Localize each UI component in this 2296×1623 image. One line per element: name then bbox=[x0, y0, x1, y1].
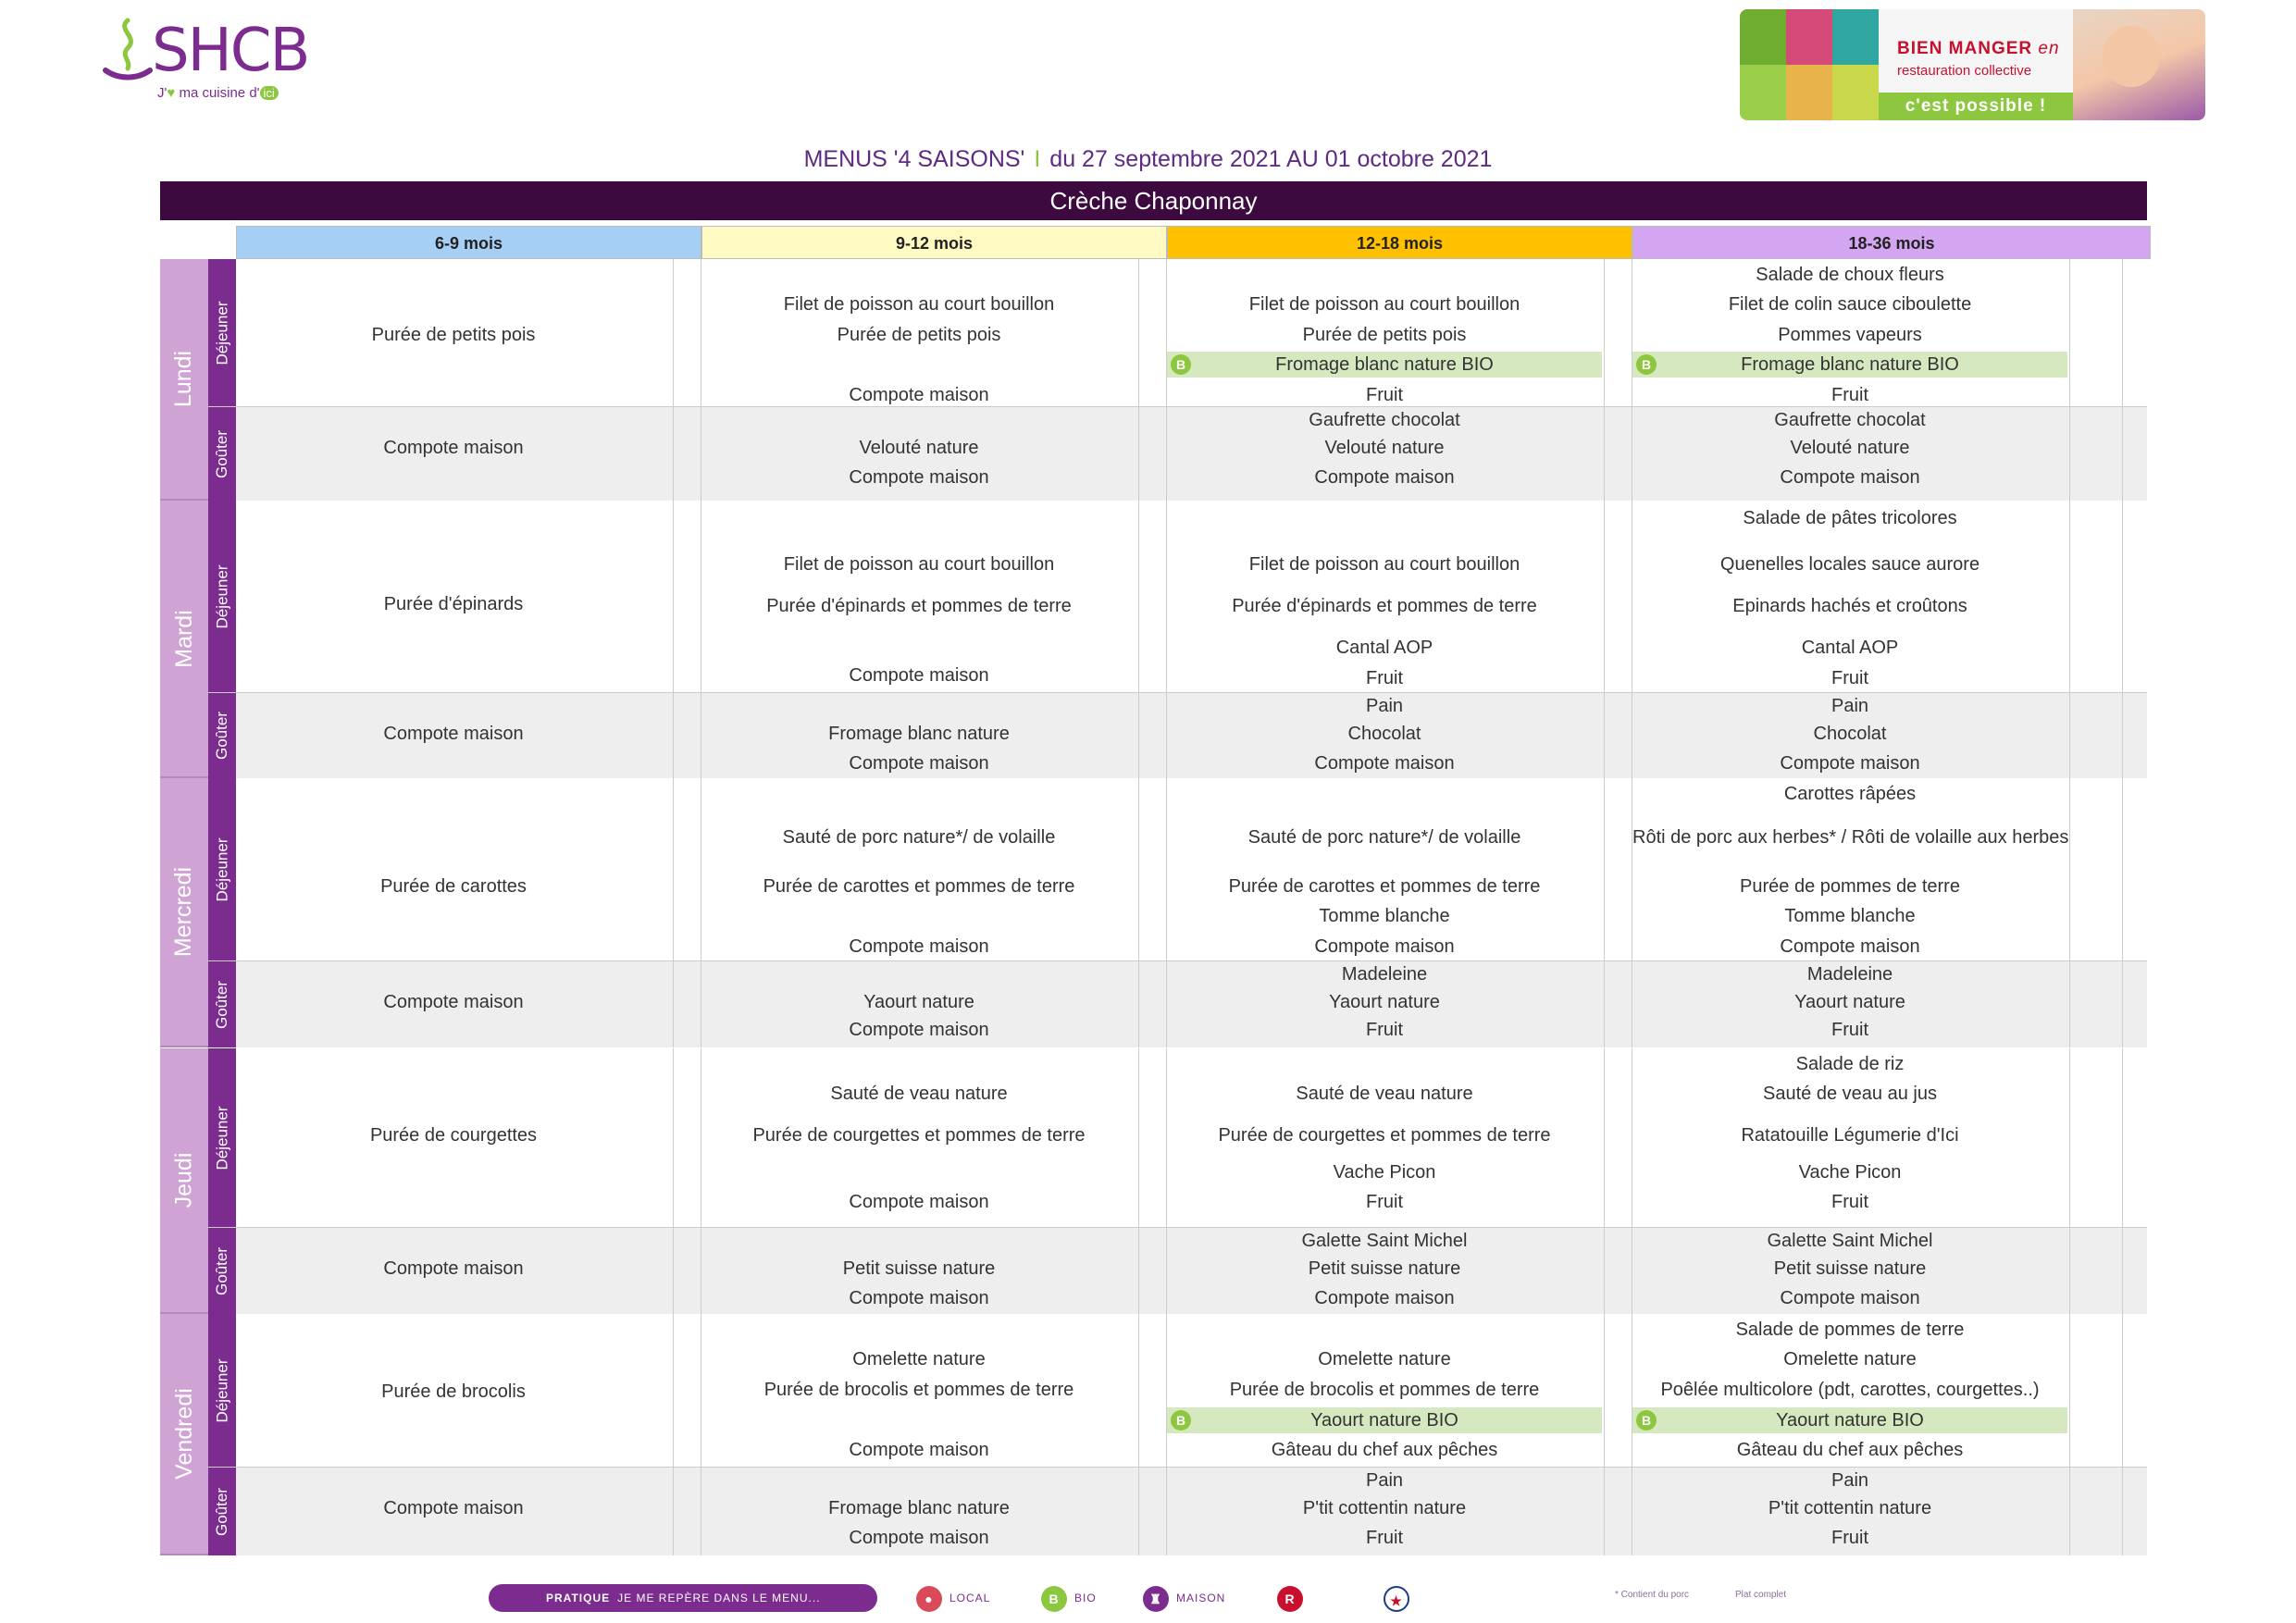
menu-cell bbox=[701, 259, 1167, 406]
menu-item: Filet de poisson au court bouillon bbox=[783, 554, 1055, 575]
meal-label: Goûter bbox=[208, 1468, 236, 1555]
menu-item: Poêlée multicolore (pdt, carottes, courgettes..) bbox=[1660, 1380, 2040, 1400]
menu-item: Purée de carottes et pommes de terre bbox=[763, 876, 1075, 897]
menu-item: Vache Picon bbox=[1798, 1162, 1902, 1183]
menu-item: Cantal AOP bbox=[1801, 638, 1899, 658]
menu-item: Compote maison bbox=[1314, 936, 1455, 957]
heart-icon: ♥ bbox=[167, 85, 176, 101]
day-block-mercredi bbox=[160, 778, 2147, 1047]
menu-cell bbox=[236, 778, 701, 960]
menu-cell bbox=[1632, 501, 2123, 692]
menu-cell bbox=[701, 1314, 1167, 1467]
menu-item: Purée de brocolis bbox=[381, 1381, 526, 1402]
menu-cell bbox=[701, 1048, 1167, 1227]
menu-item-bio: B Yaourt nature BIO bbox=[1632, 1407, 2067, 1433]
menu-item: Purée de courgettes bbox=[369, 1125, 538, 1146]
day-label: Mercredi bbox=[160, 778, 208, 1046]
menu-item: Petit suisse nature bbox=[842, 1258, 996, 1279]
menu-item: Purée de petits pois bbox=[837, 325, 1001, 345]
meal-row-gouter bbox=[208, 961, 2147, 1047]
day-block-mardi bbox=[160, 501, 2147, 778]
menu-item: Yaourt nature bbox=[1794, 992, 1905, 1012]
menu-cell bbox=[701, 961, 1167, 1047]
menu-item: Purée de carottes et pommes de terre bbox=[1228, 876, 1541, 897]
menu-item: Compote maison bbox=[849, 1440, 989, 1460]
menu-item: Petit suisse nature bbox=[1308, 1258, 1461, 1279]
menu-item: Purée d'épinards bbox=[383, 594, 524, 614]
menu-item: Compote maison bbox=[849, 385, 989, 405]
menu-item: Salade de riz bbox=[1795, 1054, 1905, 1074]
menu-cell bbox=[701, 693, 1167, 778]
menu-item: Gâteau du chef aux pêches bbox=[1736, 1440, 1964, 1460]
banner-slogan: c'est possible ! bbox=[1879, 93, 2073, 120]
menu-cell bbox=[701, 1228, 1167, 1314]
menu-item: Salade de choux fleurs bbox=[1756, 265, 1944, 285]
legend-note-porc: * Contient du porc bbox=[1615, 1590, 1690, 1600]
menu-item: Compote maison bbox=[1780, 753, 1920, 774]
bio-badge-icon: B bbox=[1636, 1410, 1657, 1431]
menu-item: Galette Saint Michel bbox=[1767, 1231, 1933, 1251]
meal-label: Déjeuner bbox=[208, 1314, 236, 1467]
menu-cell bbox=[236, 1314, 701, 1467]
bio-icon: B bbox=[1041, 1586, 1067, 1612]
menu-item: P'tit cottentin nature bbox=[1768, 1498, 1932, 1518]
menu-item-bio: B Yaourt nature BIO bbox=[1167, 1407, 1602, 1433]
meal-row-dejeuner bbox=[208, 1048, 2147, 1228]
meal-label: Déjeuner bbox=[208, 259, 236, 406]
meal-row-dejeuner bbox=[208, 501, 2147, 693]
menu-cell bbox=[236, 1228, 701, 1314]
menu-cell bbox=[236, 1048, 701, 1227]
chef-hat-icon: ♜ bbox=[1143, 1586, 1169, 1612]
menu-cell bbox=[1167, 501, 1632, 692]
menu-item: Fromage blanc nature bbox=[828, 1498, 1010, 1518]
menu-item: Gaufrette chocolat bbox=[1774, 410, 1926, 430]
menu-item: Yaourt nature bbox=[863, 992, 974, 1012]
menu-item: Yaourt nature bbox=[1329, 992, 1440, 1012]
menu-item: Compote maison bbox=[383, 992, 524, 1012]
day-block-vendredi bbox=[160, 1314, 2147, 1555]
menu-item: Tomme blanche bbox=[1784, 906, 1916, 926]
menu-cell bbox=[236, 961, 701, 1047]
menu-item: Fruit bbox=[1831, 1528, 1868, 1548]
day-block-jeudi bbox=[160, 1048, 2147, 1314]
menu-cell bbox=[1632, 259, 2123, 406]
menu-cell bbox=[701, 778, 1167, 960]
menu-cell bbox=[701, 1468, 1167, 1555]
menu-item: Fruit bbox=[1366, 1528, 1403, 1548]
menu-cell bbox=[1632, 1048, 2123, 1227]
menu-item: Pain bbox=[1831, 1470, 1869, 1491]
menu-item: Ratatouille Légumerie d'Ici bbox=[1741, 1125, 1959, 1146]
meal-label: Déjeuner bbox=[208, 1048, 236, 1227]
menu-item: Purée de pommes de terre bbox=[1740, 876, 1960, 897]
logo-wordmark: SHCB bbox=[152, 17, 309, 85]
menu-item: Purée de courgettes et pommes de terre bbox=[1218, 1125, 1551, 1146]
menu-cell bbox=[1632, 1468, 2123, 1555]
legend-local: ● LOCAL bbox=[916, 1584, 990, 1612]
menu-item: Filet de poisson au court bouillon bbox=[1248, 294, 1520, 315]
menu-item: Sauté de veau nature bbox=[830, 1084, 1008, 1104]
menu-item: Compote maison bbox=[383, 438, 524, 458]
menu-item: Petit suisse nature bbox=[1773, 1258, 1927, 1279]
menu-item: Compote maison bbox=[849, 1192, 989, 1212]
menu-item: Fruit bbox=[1831, 668, 1868, 688]
menu-item: Compote maison bbox=[849, 467, 989, 488]
menu-cell bbox=[1167, 693, 1632, 778]
menu-cell bbox=[236, 501, 701, 692]
menu-item: Compote maison bbox=[1314, 1288, 1455, 1308]
meal-row-dejeuner bbox=[208, 778, 2147, 961]
menu-item: Compote maison bbox=[849, 936, 989, 957]
menu-item: Galette Saint Michel bbox=[1301, 1231, 1468, 1251]
menu-item: Salade de pâtes tricolores bbox=[1743, 508, 1957, 528]
menu-item: Sauté de porc nature*/ de volaille bbox=[782, 827, 1056, 848]
menu-item: Omelette nature bbox=[1783, 1349, 1917, 1369]
menu-cell bbox=[236, 407, 701, 501]
menu-item: Fruit bbox=[1831, 385, 1868, 405]
menu-cell bbox=[1167, 1468, 1632, 1555]
meal-row-gouter bbox=[208, 693, 2147, 778]
menu-item-bio: B Fromage blanc nature BIO bbox=[1632, 352, 2067, 378]
menu-item: Carottes râpées bbox=[1783, 784, 1917, 804]
menu-item: Sauté de veau nature bbox=[1296, 1084, 1473, 1104]
menu-cell bbox=[1167, 1314, 1632, 1467]
menu-item: Pommes vapeurs bbox=[1778, 325, 1922, 345]
menu-item: Fruit bbox=[1831, 1192, 1868, 1212]
logo-tagline: J'♥ ma cuisine d' ici bbox=[157, 85, 279, 101]
menu-cell bbox=[1167, 778, 1632, 960]
menu-item: Compote maison bbox=[1314, 467, 1455, 488]
day-label: Vendredi bbox=[160, 1314, 208, 1554]
menu-item: Filet de poisson au court bouillon bbox=[1248, 554, 1520, 575]
meal-row-dejeuner bbox=[208, 1314, 2147, 1468]
meal-label: Déjeuner bbox=[208, 778, 236, 960]
menu-cell bbox=[1167, 407, 1632, 501]
menu-cell bbox=[701, 501, 1167, 692]
age-header-3: 18-36 mois bbox=[1632, 226, 2151, 259]
menu-item: Compote maison bbox=[383, 724, 524, 744]
bio-badge-icon: B bbox=[1636, 354, 1657, 375]
menu-cell bbox=[1167, 259, 1632, 406]
menu-item: Filet de poisson au court bouillon bbox=[783, 294, 1055, 315]
menu-item: Compote maison bbox=[1780, 1288, 1920, 1308]
menu-cell bbox=[1632, 1314, 2123, 1467]
menu-item: Compote maison bbox=[1780, 936, 1920, 957]
age-header-0: 6-9 mois bbox=[236, 226, 701, 259]
viande-francaise-icon: ★ bbox=[1384, 1584, 1417, 1612]
menu-item: Compote maison bbox=[1780, 467, 1920, 488]
legend-bio: B BIO bbox=[1041, 1584, 1097, 1612]
menu-item: Gâteau du chef aux pêches bbox=[1271, 1440, 1498, 1460]
menu-cell bbox=[1167, 1048, 1632, 1227]
day-block-lundi bbox=[160, 259, 2147, 501]
menu-item: Tomme blanche bbox=[1319, 906, 1450, 926]
menu-title: MENUS '4 SAISONS' I du 27 septembre 2021 AU 01 octobre 2021 bbox=[803, 146, 1493, 172]
menu-item: Compote maison bbox=[849, 1528, 989, 1548]
meal-label: Goûter bbox=[208, 693, 236, 778]
menu-item: Fruit bbox=[1831, 1020, 1868, 1040]
menu-item: Pain bbox=[1365, 1470, 1404, 1491]
menu-item: Fruit bbox=[1366, 385, 1403, 405]
meal-label: Goûter bbox=[208, 961, 236, 1047]
menu-item: Purée de petits pois bbox=[1302, 325, 1467, 345]
label-rouge-icon: R bbox=[1277, 1584, 1310, 1612]
menu-cell bbox=[1167, 1228, 1632, 1314]
age-header-2: 12-18 mois bbox=[1167, 226, 1632, 259]
menu-item: Chocolat bbox=[1347, 724, 1421, 744]
meal-row-gouter bbox=[208, 1228, 2147, 1314]
meal-label: Goûter bbox=[208, 1228, 236, 1314]
bio-badge-icon: B bbox=[1171, 354, 1191, 375]
menu-item: Purée de brocolis et pommes de terre bbox=[763, 1380, 1074, 1400]
meal-row-dejeuner bbox=[208, 259, 2147, 407]
menu-item: Sauté de veau au jus bbox=[1763, 1084, 1937, 1104]
meal-row-gouter bbox=[208, 407, 2147, 501]
menu-item: Velouté nature bbox=[859, 438, 979, 458]
banner-subline: restauration collective bbox=[1897, 63, 2032, 79]
menu-item: Omelette nature bbox=[1318, 1349, 1451, 1369]
menu-item: Vache Picon bbox=[1333, 1162, 1436, 1183]
menu-item: Compote maison bbox=[383, 1258, 524, 1279]
baby-photo bbox=[2073, 9, 2205, 120]
menu-item: Filet de colin sauce ciboulette bbox=[1728, 294, 1972, 315]
legend-maison: ♜ MAISON bbox=[1143, 1584, 1225, 1612]
menu-item: Compote maison bbox=[383, 1498, 524, 1518]
menu-item: Madeleine bbox=[1341, 964, 1428, 985]
legend bbox=[0, 1584, 2296, 1621]
bien-manger-banner bbox=[1740, 9, 2205, 120]
meal-label: Goûter bbox=[208, 407, 236, 501]
menu-item: Chocolat bbox=[1813, 724, 1887, 744]
steam-swirl-icon bbox=[100, 13, 155, 87]
menu-item: Velouté nature bbox=[1324, 438, 1445, 458]
menu-cell bbox=[236, 1468, 701, 1555]
menu-item: Fruit bbox=[1366, 1192, 1403, 1212]
site-name-bar: Crèche Chaponnay bbox=[160, 181, 2147, 220]
menu-cell bbox=[1632, 778, 2123, 960]
menu-item: Sauté de porc nature*/ de volaille bbox=[1247, 827, 1521, 848]
menu-item: Rôti de porc aux herbes* / Rôti de volaille aux herbes bbox=[1632, 827, 2069, 848]
menu-item: Purée d'épinards et pommes de terre bbox=[1232, 596, 1537, 616]
legend-pill: PRATIQUE JE ME REPÈRE DANS LE MENU... bbox=[489, 1584, 877, 1612]
menu-item: Omelette nature bbox=[852, 1349, 986, 1369]
menu-cell bbox=[1632, 407, 2123, 501]
menu-cell bbox=[1632, 1228, 2123, 1314]
menu-item: P'tit cottentin nature bbox=[1302, 1498, 1467, 1518]
day-label: Lundi bbox=[160, 259, 208, 499]
menu-item-bio: B Fromage blanc nature BIO bbox=[1167, 352, 1602, 378]
menu-item: Salade de pommes de terre bbox=[1735, 1319, 1965, 1340]
day-label: Jeudi bbox=[160, 1048, 208, 1312]
menu-item: Fruit bbox=[1366, 668, 1403, 688]
banner-headline: BIEN MANGER en bbox=[1897, 39, 2060, 58]
menu-item: Fruit bbox=[1366, 1020, 1403, 1040]
menu-item: Quenelles locales sauce aurore bbox=[1719, 554, 1980, 575]
bio-badge-icon: B bbox=[1171, 1410, 1191, 1431]
menu-item: Purée de carottes bbox=[380, 876, 527, 897]
legend-note-plat: Plat complet bbox=[1735, 1590, 1787, 1600]
menu-item: Gaufrette chocolat bbox=[1309, 410, 1460, 430]
menu-item: Cantal AOP bbox=[1335, 638, 1433, 658]
menu-cell bbox=[1632, 961, 2123, 1047]
menu-item: Fromage blanc nature bbox=[828, 724, 1010, 744]
menu-cell bbox=[1632, 693, 2123, 778]
menu-cell bbox=[1167, 961, 1632, 1047]
location-pin-icon: ● bbox=[916, 1586, 942, 1612]
menu-cell bbox=[701, 407, 1167, 501]
menu-item: Pain bbox=[1831, 696, 1869, 716]
menu-item: Compote maison bbox=[849, 1020, 989, 1040]
menu-cell bbox=[236, 693, 701, 778]
meal-row-gouter bbox=[208, 1468, 2147, 1555]
menu-item: Velouté nature bbox=[1790, 438, 1910, 458]
age-group-header bbox=[236, 226, 2147, 259]
menu-item: Purée de brocolis et pommes de terre bbox=[1229, 1380, 1540, 1400]
menu-grid bbox=[160, 259, 2147, 1555]
menu-item: Compote maison bbox=[849, 665, 989, 686]
menu-cell bbox=[236, 259, 701, 406]
menu-item: Purée d'épinards et pommes de terre bbox=[766, 596, 1072, 616]
menu-item: Purée de petits pois bbox=[371, 325, 536, 345]
menu-item: Compote maison bbox=[1314, 753, 1455, 774]
menu-item: Purée de courgettes et pommes de terre bbox=[752, 1125, 1086, 1146]
day-label: Mardi bbox=[160, 501, 208, 776]
menu-item: Compote maison bbox=[849, 753, 989, 774]
menu-item: Madeleine bbox=[1806, 964, 1893, 985]
meal-label: Déjeuner bbox=[208, 501, 236, 692]
menu-item: Compote maison bbox=[849, 1288, 989, 1308]
menu-item: Epinards hachés et croûtons bbox=[1732, 596, 1967, 616]
menu-item: Pain bbox=[1365, 696, 1404, 716]
shcb-logo bbox=[100, 13, 341, 105]
age-header-1: 9-12 mois bbox=[701, 226, 1167, 259]
